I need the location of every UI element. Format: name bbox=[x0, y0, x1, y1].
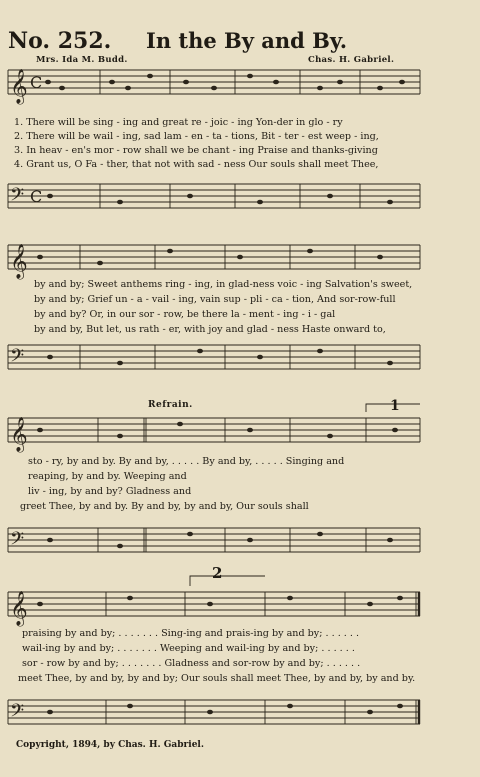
treble-clef-icon: 𝄞 bbox=[10, 417, 28, 452]
staff-bass-4 bbox=[8, 700, 420, 724]
refrain-label: Refrain. bbox=[148, 400, 193, 410]
second-ending-marker: 2 bbox=[212, 564, 223, 582]
lyric-s2-v2: by and by; Grief un - a - vail - ing, vain sup - pli - ca - tion, And sor-row-full bbox=[34, 294, 396, 305]
composer-credit: Chas. H. Gabriel. bbox=[308, 55, 395, 65]
lyric-s2-v3: by and by? Or, in our sor - row, be there la - ment - ing - i - gal bbox=[34, 309, 336, 320]
bass-clef-icon: 𝄢 bbox=[10, 529, 25, 554]
lyric-s1-v3: 3. In heav - en's mor - row shall we be chant - ing Praise and thanks-giving bbox=[14, 145, 378, 156]
lyric-s4-v4: meet Thee, by and by, by and by; Our souls shall meet Thee, by and by, by and by. bbox=[18, 673, 416, 684]
lyric-s3-v2: reaping, by and by. Weeping and bbox=[28, 471, 187, 482]
time-signature-c: C bbox=[30, 187, 43, 206]
staff-treble-4 bbox=[8, 576, 420, 616]
lyric-s1-v1: 1. There will be sing - ing and great re - joic - ing Yon-der in glo - ry bbox=[14, 117, 343, 128]
staff-treble-2 bbox=[8, 245, 420, 269]
lyric-s3-v3: liv - ing, by and by? Gladness and bbox=[28, 486, 192, 497]
lyric-s4-v1: praising by and by; . . . . . . . Sing-ing and prais-ing by and by; . . . . . . bbox=[22, 628, 360, 639]
lyric-s3-v4: greet Thee, by and by. By and by, by and by, Our souls shall bbox=[20, 501, 309, 512]
first-ending-marker: 1 bbox=[390, 398, 400, 414]
treble-clef-icon: 𝄞 bbox=[10, 69, 28, 104]
hymn-title: In the By and By. bbox=[146, 28, 348, 53]
copyright-notice: Copyright, 1894, by Chas. H. Gabriel. bbox=[16, 740, 204, 750]
staff-bass-3 bbox=[8, 528, 420, 552]
lyric-s1-v2: 2. There will be wail - ing, sad lam - en - ta - tions, Bit - ter - est weep - ing, bbox=[14, 131, 379, 142]
lyric-s4-v3: sor - row by and by; . . . . . . . Gladness and sor-row by and by; . . . . . . bbox=[22, 658, 361, 669]
bass-clef-icon: 𝄢 bbox=[10, 346, 25, 371]
hymn-number: No. 252. bbox=[8, 28, 112, 54]
bass-clef-icon: 𝄢 bbox=[10, 185, 25, 210]
staff-bass-1 bbox=[8, 184, 420, 208]
lyric-s2-v4: by and by, But let, us rath - er, with joy and glad - ness Haste onward to, bbox=[34, 324, 386, 335]
lyric-s1-v4: 4. Grant us, O Fa - ther, that not with sad - ness Our souls shall meet Thee, bbox=[14, 159, 379, 170]
staff-bass-2 bbox=[8, 345, 420, 369]
lyric-s3-v1: sto - ry, by and by. By and by, . . . . . By and by, . . . . . Singing and bbox=[28, 456, 345, 467]
treble-clef-icon: 𝄞 bbox=[10, 244, 28, 279]
staff-treble-1 bbox=[8, 70, 420, 94]
lyric-s4-v2: wail-ing by and by; . . . . . . . Weeping and wail-ing by and by; . . . . . . bbox=[22, 643, 355, 654]
treble-clef-icon: 𝄞 bbox=[10, 591, 28, 626]
lyricist-credit: Mrs. Ida M. Budd. bbox=[36, 55, 128, 65]
time-signature-c: C bbox=[30, 73, 43, 92]
lyric-s2-v1: by and by; Sweet anthems ring - ing, in glad-ness voic - ing Salvation's sweet, bbox=[34, 279, 413, 290]
bass-clef-icon: 𝄢 bbox=[10, 701, 25, 726]
staff-treble-3 bbox=[8, 404, 420, 442]
